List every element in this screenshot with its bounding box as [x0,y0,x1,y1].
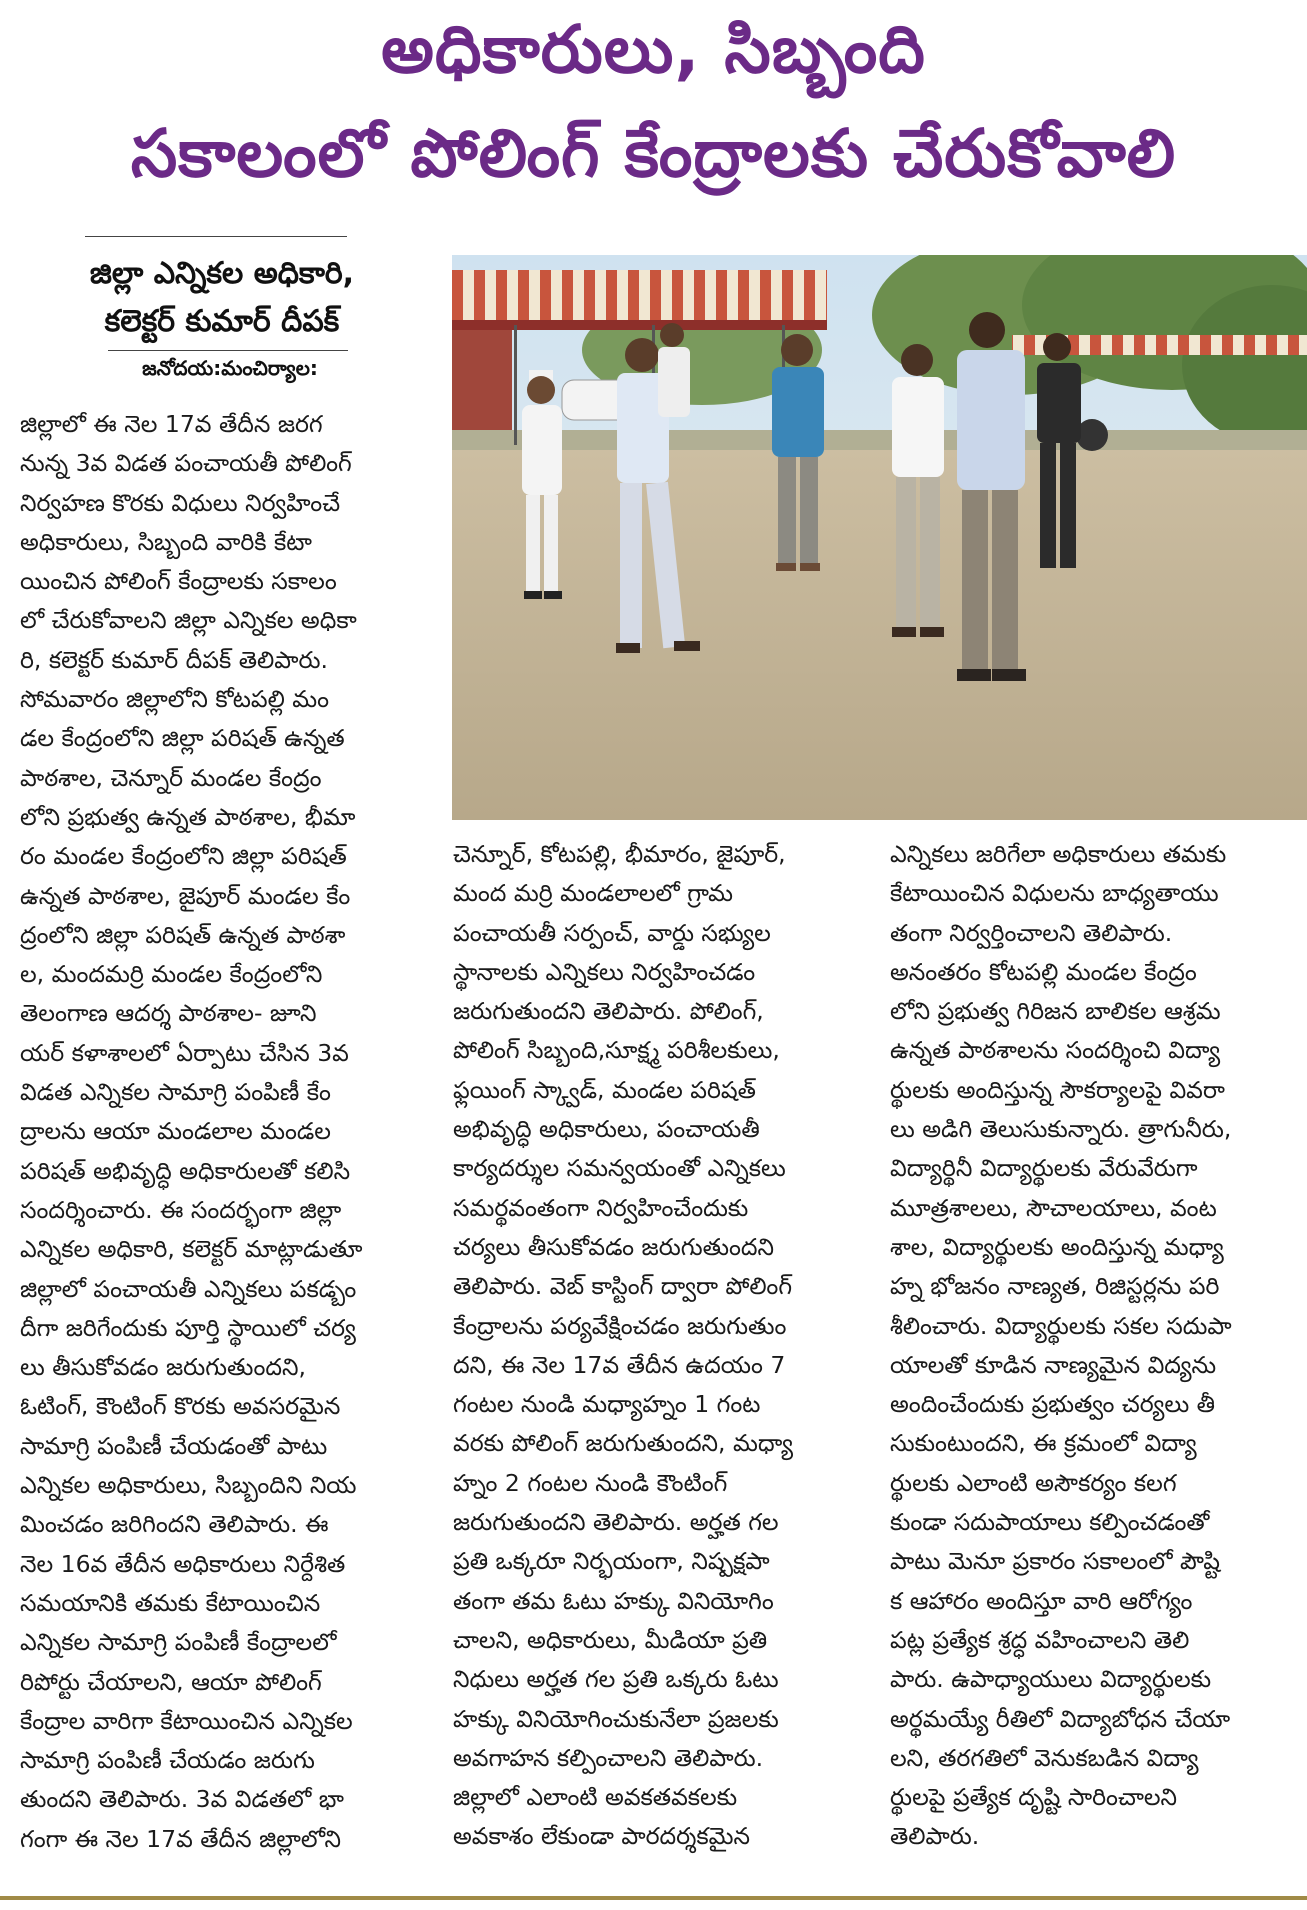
article-line: విద్యార్థినీ విద్యార్థులకు వేరువేరుగా [890,1154,1198,1183]
article-line: మించడం జరిగిందని తెలిపారు. ఈ [20,1510,329,1539]
article-line: కేంద్రాలను పర్యవేక్షించడం జరుగుతుం [453,1311,787,1340]
article-line: లో చేరుకోవాలని జిల్లా ఎన్నికల అధికా [20,606,357,635]
article-line: హ్నం 2 గంటల నుండి కౌంటింగ్ [453,1468,728,1497]
article-line: గంగా ఈ నెల 17వ తేదీన జిల్లాలోని [20,1824,341,1853]
article-line: శాల, విద్యార్థులకు అందిస్తున్న మధ్యా [890,1232,1224,1261]
article-line: అభివృద్ధి అధికారులు, పంచాయతీ [453,1115,760,1144]
article-line: జిల్లాలో ఈ నెల 17వ తేదీన జరగ [20,410,323,438]
subhead-bottom-rule [108,350,348,351]
article-line: సమయానికి తమకు కేటాయించిన [20,1588,321,1617]
article-column-3 [890,835,1307,1857]
article-line: పాటు మెనూ ప్రకారం సకాలంలో పౌష్టి [890,1547,1220,1576]
article-line: నిర్వహణ కొరకు విధులు నిర్వహించే [20,488,341,517]
page-bottom-rule [0,1896,1307,1900]
article-line: సమర్థవంతంగా నిర్వహించేందుకు [453,1193,749,1222]
subhead-top-rule [85,236,347,237]
article-line: ద్రంలోని జిల్లా పరిషత్ ఉన్నత పాఠశా [20,920,346,949]
article-line: రిపోర్టు చేయాలని, ఆయా పోలింగ్ [20,1667,322,1696]
article-line: ద్రాలను ఆయా మండలాల మండల [20,1117,331,1146]
article-line: మూత్రశాలలు, సౌచాలయాలు, వంట [890,1193,1217,1222]
article-line: పోలింగ్ సిబ్బంది,సూక్ష్మ పరిశీలకులు, [453,1036,780,1065]
subheadline-line-2: కలెక్టర్ కుమార్ దీపక్ [104,304,340,339]
article-line: ర్థులకు ఎలాంటి అసౌకర్యం కలగ [890,1468,1177,1497]
article-line: చెన్నూర్, కోటపల్లి, భీమారం, జైపూర్, [453,840,786,868]
article-line: దని, ఈ నెల 17వ తేదీన ఉదయం 7 [453,1350,786,1379]
article-line: లు అడిగి తెలుసుకున్నారు. త్రాగునీరు, [890,1115,1232,1144]
article-line: ల, మందమర్రి మండల కేంద్రంలోని [20,960,323,989]
article-line: జిల్లాలో ఎలాంటి అవకతవకలకు [453,1783,738,1812]
subheadline-line-1: జిల్లా ఎన్నికల అధికారి, [89,256,355,291]
photo-officials-inspecting-ground [452,255,1307,820]
article-line: సుకుంటుందని, ఈ క్రమంలో విద్యా [890,1429,1197,1458]
article-line: వరకు పోలింగ్ జరుగుతుందని, మధ్యా [453,1429,794,1458]
article-line: ఫ్లయింగ్ స్క్వాడ్, మండల పరిషత్ [453,1075,756,1104]
article-line: పారు. ఉపాధ్యాయులు విద్యార్థులకు [890,1665,1212,1694]
article-line: రం మండల కేంద్రంలోని జిల్లా పరిషత్ [20,842,347,871]
article-line: సోమవారం జిల్లాలోని కోటపల్లి మం [20,685,330,714]
article-line: ర్థులపై ప్రత్యేక దృష్టి సారించాలని [890,1783,1178,1812]
article-line: సందర్శించారు. ఈ సందర్భంగా జిల్లా [20,1195,342,1224]
article-column-1 [20,405,440,1859]
article-line: తంగా తమ ఓటు హక్కు వినియోగిం [453,1586,774,1615]
article-line: హక్కు వినియోగించుకునేలా ప్రజలకు [453,1704,779,1733]
article-line: తంగా నిర్వర్తించాలని తెలిపారు. [890,918,1173,947]
article-line: చర్యలు తీసుకోవడం జరుగుతుందని [453,1232,775,1261]
article-line: లు తీసుకోవడం జరుగుతుందని, [20,1353,306,1382]
article-line: తెలంగాణ ఆదర్శ పాఠశాల- జూని [20,999,317,1028]
headline-line-2: సకాలంలో పోలింగ్ కేంద్రాలకు చేరుకోవాలి [130,115,1177,192]
article-line: నెల 16వ తేదీన అధికారులు నిర్దేశిత [20,1549,346,1578]
article-line: పంచాయతీ సర్పంచ్, వార్డు సభ్యుల [453,918,771,947]
article-line: ఎన్నికలు జరిగేలా అధికారులు తమకు [890,840,1227,868]
article-line: స్థానాలకు ఎన్నికలు నిర్వహించడం [453,957,756,986]
article-line: అనంతరం కోటపల్లి మండల కేంద్రం [890,957,1197,986]
article-line: అధికారులు, సిబ్బంది వారికి కేటా [20,527,312,556]
article-line: తెలిపారు. [890,1822,980,1851]
article-column-2 [453,835,873,1857]
article-line: సామాగ్రి పంపిణీ చేయడం జరుగు [20,1746,315,1775]
article-line: నున్న 3వ విడత పంచాయతీ పోలింగ్ [20,449,352,478]
article-line: ఎన్నికల అధికారులు, సిబ్బందిని నియ [20,1471,357,1500]
article-line: తుందని తెలిపారు. 3వ విడతలో భా [20,1785,344,1814]
article-line: ఎన్నికల అధికారి, కలెక్టర్ మాట్లాడుతూ [20,1235,363,1264]
article-line: లోని ప్రభుత్వ ఉన్నత పాఠశాల, భీమా [20,802,356,831]
article-line: చాలని, అధికారులు, మీడియా ప్రతి [453,1625,768,1654]
article-line: దీగా జరిగేందుకు పూర్తి స్థాయిలో చర్య [20,1313,356,1342]
article-line: డల కేంద్రంలోని జిల్లా పరిషత్ ఉన్నత [20,724,345,753]
article-line: నిధులు అర్హత గల ప్రతి ఒక్కరు ఓటు [453,1665,779,1694]
article-line: తెలిపారు. వెబ్ కాస్టింగ్ ద్వారా పోలింగ్ [453,1272,793,1301]
article-line: జరుగుతుందని తెలిపారు. పోలింగ్, [453,997,764,1026]
article-line: యర్ కళాశాలలో ఏర్పాటు చేసిన 3వ [20,1038,349,1067]
article-line: కుండా సదుపాయాలు కల్పించడంతో [890,1508,1210,1537]
article-line: ఉన్నత పాఠశాల, జైపూర్ మండల కేం [20,881,351,910]
article-line: శీలించారు. విద్యార్థులకు సకల సదుపా [890,1311,1232,1340]
article-line: యించిన పోలింగ్ కేంద్రాలకు సకాలం [20,567,337,596]
article-line: జరుగుతుందని తెలిపారు. అర్హత గల [453,1508,779,1537]
article-line: జిల్లాలో పంచాయతీ ఎన్నికలు పకడ్బం [20,1274,357,1303]
article-line: గంటల నుండి మధ్యాహ్నం 1 గంట [453,1390,761,1419]
article-line: రి, కలెక్టర్ కుమార్ దీపక్ తెలిపారు. [20,645,328,674]
article-line: అవగాహన కల్పించాలని తెలిపారు. [453,1743,764,1772]
article-line: విడత ఎన్నికల సామాగ్రి పంపిణీ కేం [20,1078,331,1107]
article-line: యాలతో కూడిన నాణ్యమైన విద్యను [890,1350,1217,1379]
article-line: ర్థులకు అందిస్తున్న సౌకర్యాలపై వివరా [890,1075,1225,1104]
headline-line-1: అధికారులు, సిబ్బంది [381,11,926,88]
article-line: అవకాశం లేకుండా పారదర్శకమైన [453,1822,750,1851]
article-line: క ఆహారం అందిస్తూ వారి ఆరోగ్యం [890,1586,1193,1615]
article-line: పాఠశాల, చెన్నూర్ మండల కేంద్రం [20,763,322,792]
article-line: కేంద్రాల వారిగా కేటాయించిన ఎన్నికల [20,1706,353,1735]
article-line: అందించేందుకు ప్రభుత్వం చర్యలు తీ [890,1390,1216,1419]
article-line: లోని ప్రభుత్వ గిరిజన బాలికల ఆశ్రమ [890,997,1221,1026]
article-line: ఎన్నికల సామాగ్రి పంపిణీ కేంద్రాలలో [20,1628,337,1657]
article-line: లని, తరగతిలో వెనుకబడిన విద్యా [890,1743,1199,1772]
article-line: కార్యదర్శుల సమన్వయంతో ఎన్నికలు [453,1154,786,1183]
article-line: అర్థమయ్యే రీతిలో విద్యాబోధన చేయా [890,1704,1231,1733]
article-line: ప్రతి ఒక్కరూ నిర్భయంగా, నిష్పక్షపా [453,1547,770,1576]
article-line: కేటాయించిన విధులను బాధ్యతాయు [890,879,1219,908]
article-line: పరిషత్ అభివృద్ధి అధికారులతో కలిసి [20,1156,351,1185]
article-line: సామాగ్రి పంపిణీ చేయడంతో పాటు [20,1431,328,1460]
article-line: ఓటింగ్, కౌంటింగ్ కొరకు అవసరమైన [20,1392,341,1421]
dateline: జనోదయ:మంచిర్యాల: [142,356,318,380]
article-line: మంద మర్రి మండలాలలో గ్రామ [453,879,733,908]
article-line: హ్న భోజనం నాణ్యత, రిజిస్టర్లను పరి [890,1272,1220,1301]
article-line: పట్ల ప్రత్యేక శ్రద్ధ వహించాలని తెలి [890,1625,1190,1654]
article-line: ఉన్నత పాఠశాలను సందర్శించి విద్యా [890,1036,1221,1065]
